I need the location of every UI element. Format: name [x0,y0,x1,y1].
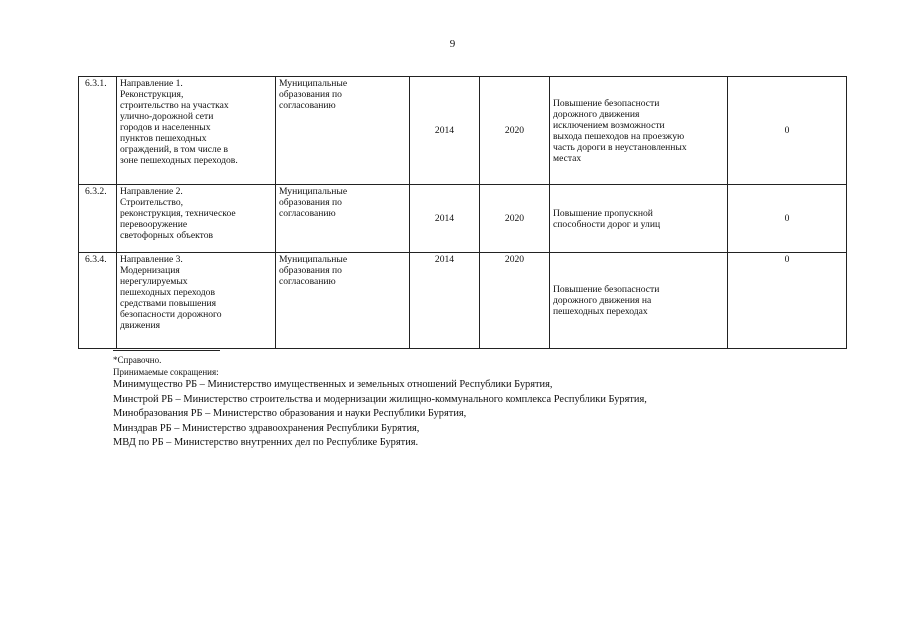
end-year: 2020 [480,185,550,253]
direction-line: улично-дорожной сети [120,111,214,122]
executor-line: согласованию [279,208,336,219]
direction-line: городов и населенных [120,122,211,133]
result-line: исключением возможности [553,119,665,131]
direction-line: перевооружение [120,219,188,230]
value-cell: 0 [728,253,847,349]
direction-line: зоне пешеходных переходов. [120,155,238,166]
direction-line: светофорных объектов [120,230,214,241]
direction-line: ограждений, в том числе в [120,144,229,155]
direction-line: средствами повышения [120,298,217,309]
end-year: 2020 [480,77,550,185]
result-line: Повышение безопасности [553,97,660,109]
notes-section [113,350,853,451]
result-cell [550,77,728,185]
table-row [79,185,847,253]
result-cell [550,253,728,349]
result-line: выхода пешеходов на проезжую [553,130,685,142]
result-line: дорожного движения на [553,295,652,306]
executor-line: Муниципальные [279,254,348,265]
executor-cell [276,77,410,185]
direction-line: Реконструкция, [120,89,184,100]
direction-line: пунктов пешеходных [120,133,207,144]
executor-line: Муниципальные [279,186,348,197]
start-year: 2014 [410,77,480,185]
value-cell: 0 [728,185,847,253]
result-line: способности дорог и улиц [553,218,661,230]
result-line: местах [553,152,582,164]
table-row [79,253,847,349]
end-year: 2020 [480,253,550,349]
start-year: 2014 [410,185,480,253]
direction-line: пешеходных переходов [120,287,215,298]
abbreviation-item: Минобразования РБ – Министерство образования и науки Республики Бурятия, [113,408,467,419]
row-number: 6.3.1. [79,77,117,185]
direction-line: Направление 2. [120,186,183,197]
direction-line: Модернизация [120,265,180,276]
direction-line: Направление 3. [120,254,183,265]
direction-line: нерегулируемых [120,276,188,287]
direction-line: Строительство, [120,197,184,208]
executor-line: согласованию [279,100,336,111]
direction-cell [117,185,276,253]
direction-line: движения [120,320,160,331]
executor-cell [276,253,410,349]
executor-line: Муниципальные [279,78,348,89]
abbreviation-item: Минстрой РБ – Министерство строительства и модернизации жилищно-коммунального комплекса Республики Бурятия, [113,393,647,405]
direction-line: Направление 1. [120,78,183,89]
start-year: 2014 [410,253,480,349]
abbreviation-item: Минздрав РБ – Министерство здравоохранения Республики Бурятия, [113,422,420,434]
direction-line: строительство на участках [120,100,229,111]
result-line: пешеходных переходах [553,306,648,317]
value-cell: 0 [728,77,847,185]
executor-line: образования по [279,89,342,100]
direction-cell [117,77,276,185]
abbreviation-item: Минимущество РБ – Министерство имущественных и земельных отношений Республики Бурятия, [113,379,553,390]
result-cell [550,185,728,253]
result-line: Повышение безопасности [553,284,660,295]
row-number: 6.3.2. [79,185,117,253]
direction-line: безопасности дорожного [120,309,222,320]
measures-table [78,76,847,349]
direction-line: реконструкция, техническое [120,208,236,219]
direction-cell [117,253,276,349]
row-number: 6.3.4. [79,253,117,349]
executor-line: образования по [279,265,342,276]
footnote-divider [113,350,220,351]
footnote: *Справочно. [113,355,162,365]
table-row [79,77,847,185]
abbreviation-item: МВД по РБ – Министерство внутренних дел по Республике Бурятия. [113,437,419,448]
executor-cell [276,185,410,253]
result-line: дорожного движения [553,108,640,120]
executor-line: согласованию [279,276,336,287]
abbreviations-header: Принимаемые сокращения: [113,367,219,377]
executor-line: образования по [279,197,342,208]
result-line: Повышение пропускной [553,207,653,219]
page-number: 9 [449,38,456,50]
result-line: часть дороги в неустановленных [553,141,687,153]
